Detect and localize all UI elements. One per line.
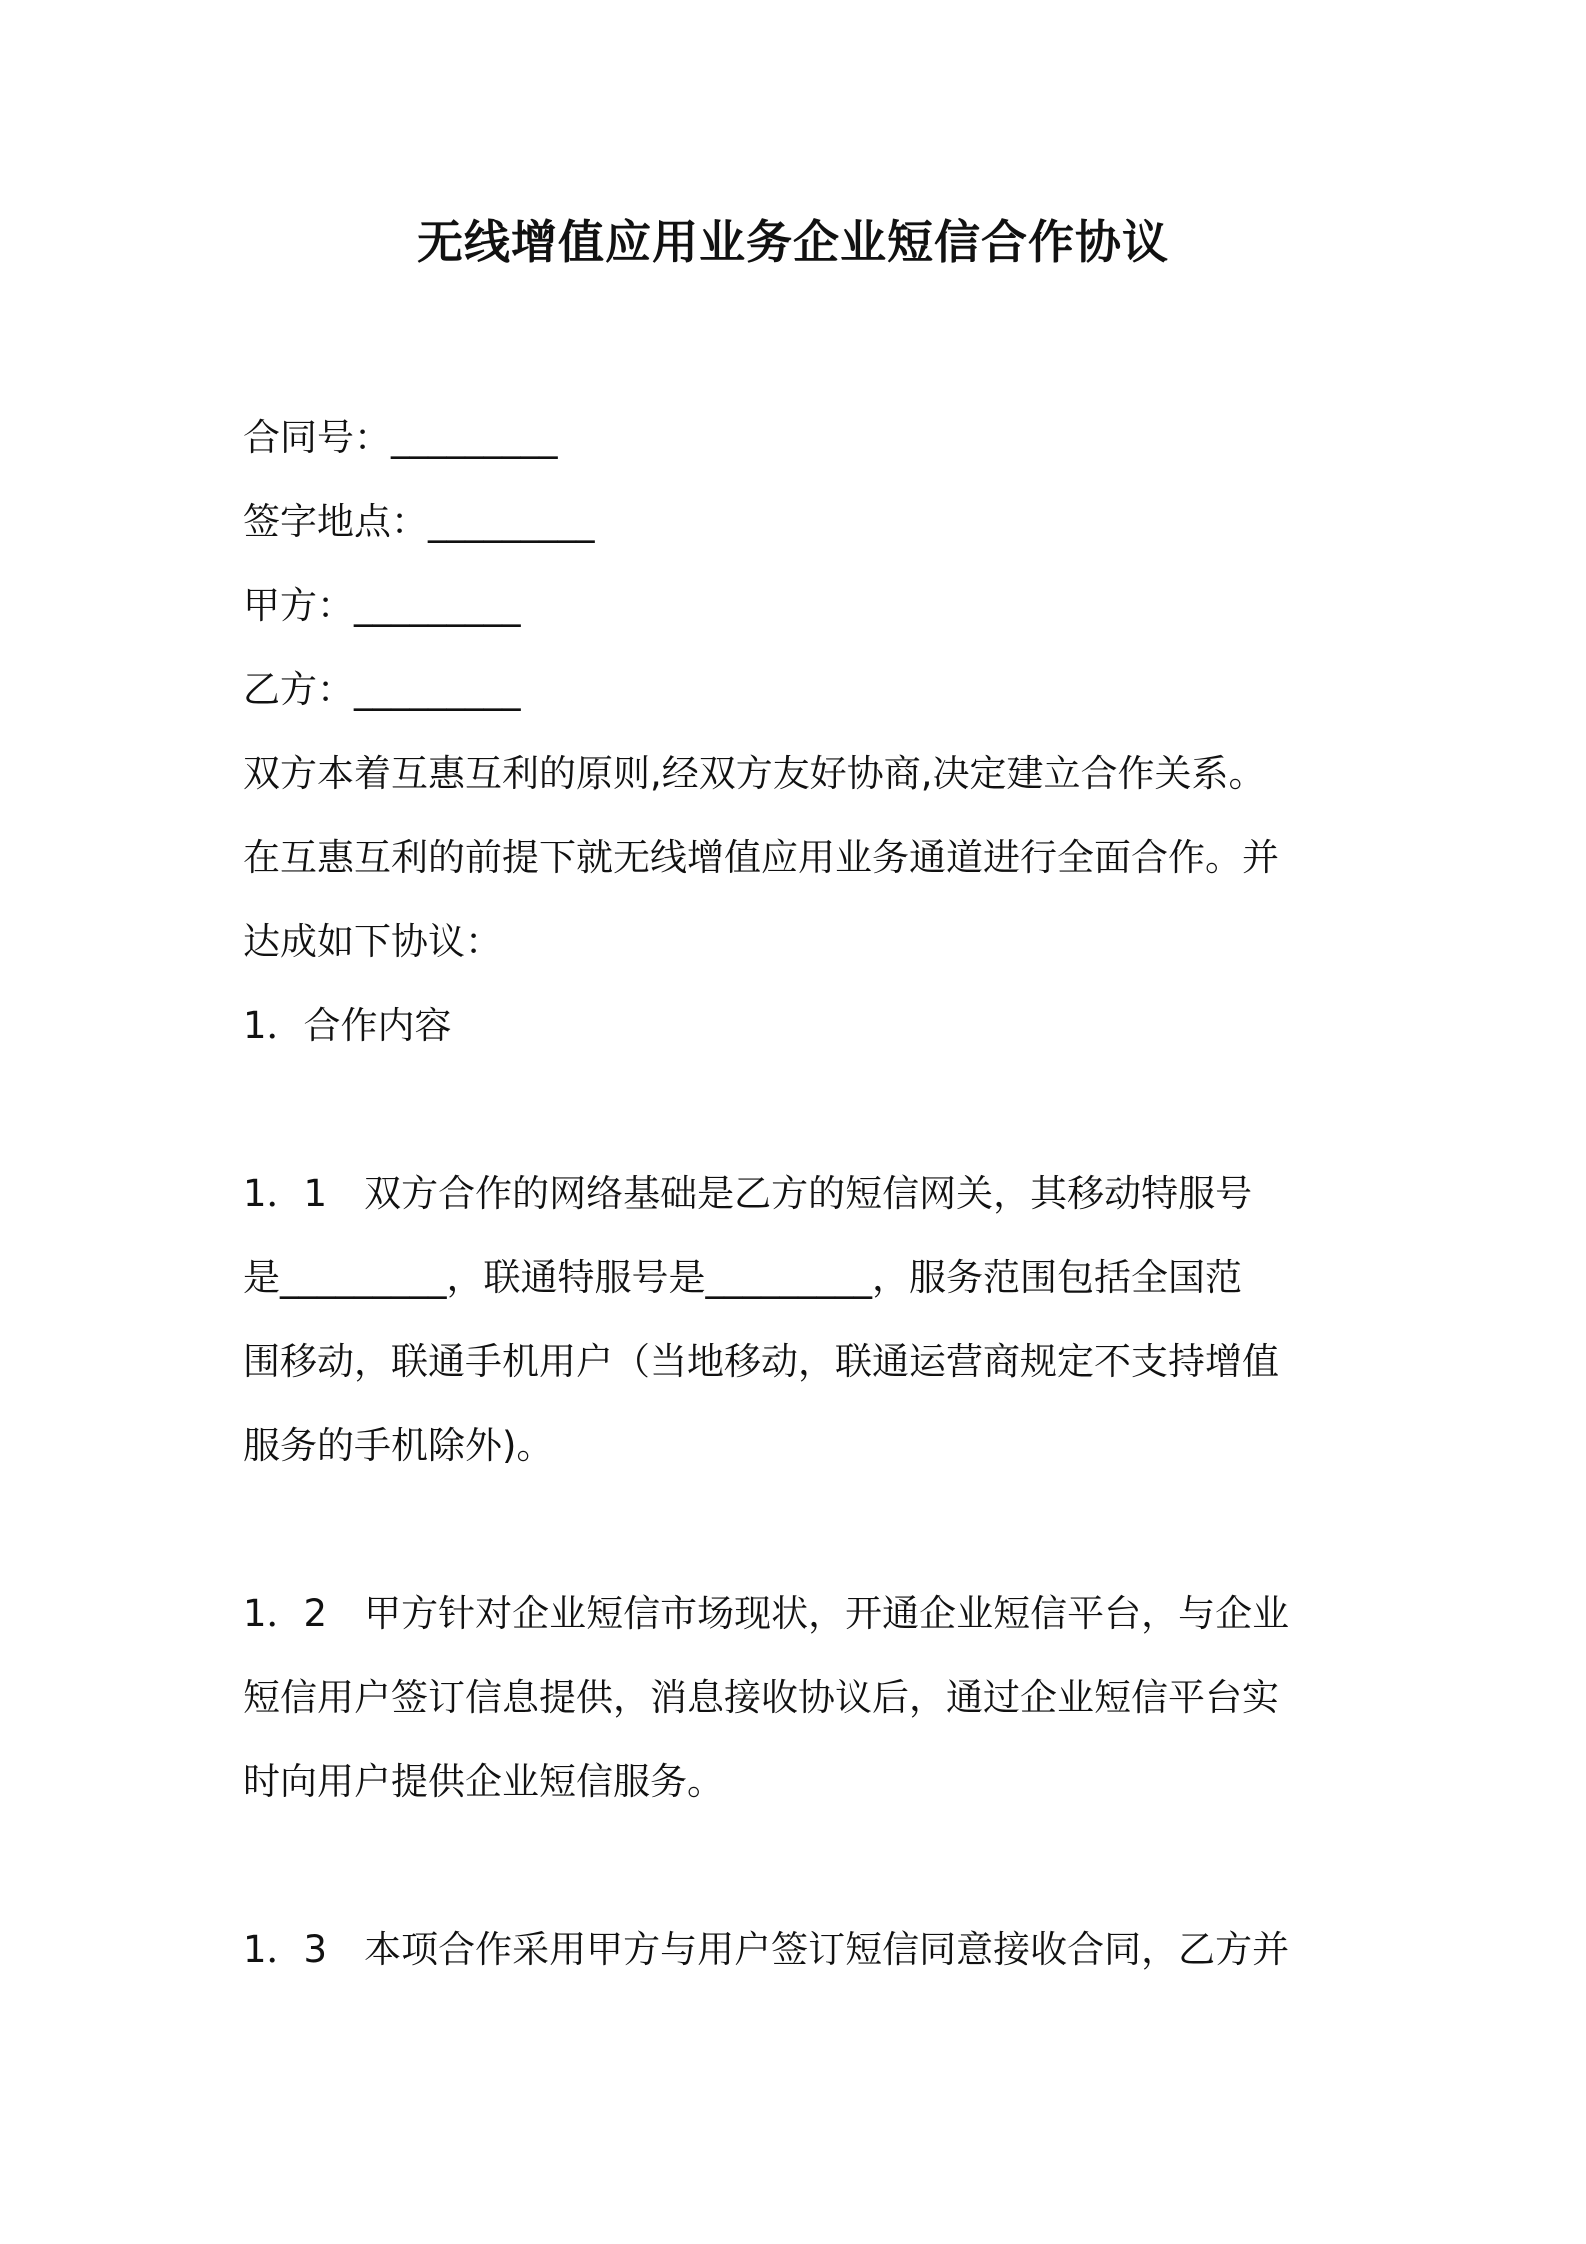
clause-1-2-line-3: 时向用户提供企业短信服务。 xyxy=(243,1760,724,1803)
document-body xyxy=(243,396,1353,1992)
intro-line-2: 在互惠互利的前提下就无线增值应用业务通道进行全面合作。并 xyxy=(243,836,1279,879)
paragraph-spacer xyxy=(243,1068,1353,1152)
paragraph-spacer xyxy=(243,1488,1353,1572)
party-a-field: 甲方：_________ xyxy=(243,584,521,627)
intro-line-1: 双方本着互惠互利的原则,经双方友好协商,决定建立合作关系。 xyxy=(243,752,1266,795)
clause-1-3-line-1: 1．3 本项合作采用甲方与用户签订短信同意接收合同，乙方并 xyxy=(243,1928,1290,1971)
document-title: 无线增值应用业务企业短信合作协议 xyxy=(417,215,1169,269)
clause-1-1-line-4: 服务的手机除外)。 xyxy=(243,1424,554,1467)
clause-1-1-line-3: 围移动，联通手机用户（当地移动，联通运营商规定不支持增值 xyxy=(243,1340,1279,1383)
paragraph-spacer xyxy=(243,1824,1353,1908)
signing-place-field: 签字地点：_________ xyxy=(243,500,595,543)
clause-1-1-line-2: 是_________，联通特服号是_________，服务范围包括全国范 xyxy=(243,1256,1242,1299)
clause-1-2-line-2: 短信用户签订信息提供，消息接收协议后，通过企业短信平台实 xyxy=(243,1676,1279,1719)
party-b-field: 乙方：_________ xyxy=(243,668,521,711)
clause-1-2-line-1: 1．2 甲方针对企业短信市场现状，开通企业短信平台，与企业 xyxy=(243,1592,1290,1635)
intro-line-3: 达成如下协议： xyxy=(243,920,502,963)
clause-1-1-line-1: 1．1 双方合作的网络基础是乙方的短信网关，其移动特服号 xyxy=(243,1172,1253,1215)
contract-number-field: 合同号：_________ xyxy=(243,416,558,459)
section-heading: 1．合作内容 xyxy=(243,1004,452,1047)
